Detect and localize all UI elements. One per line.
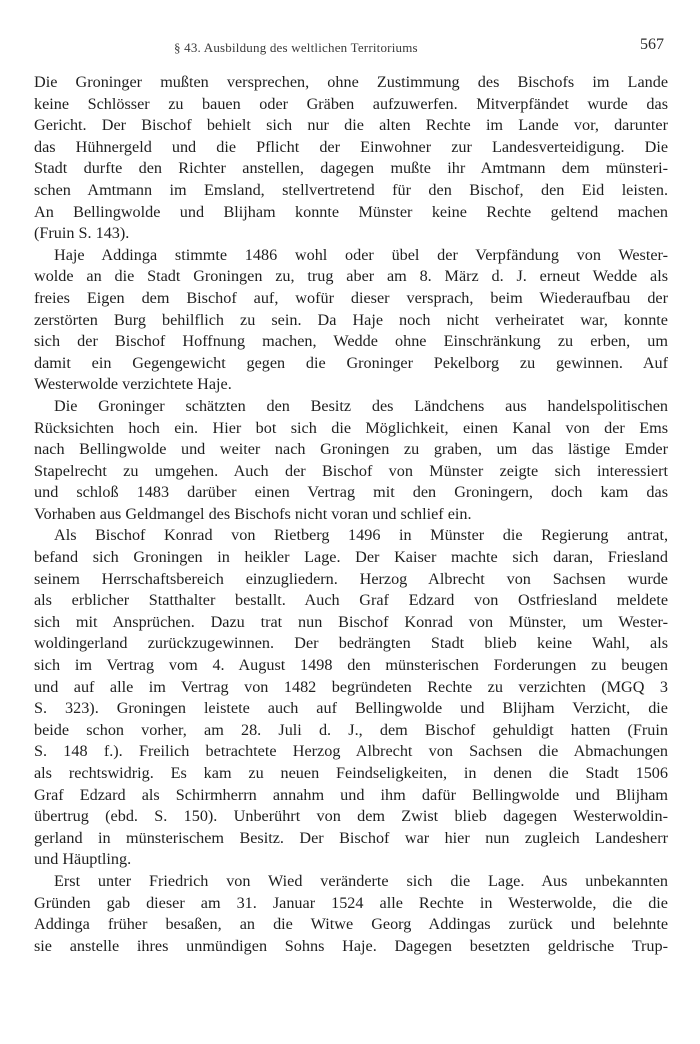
text-line: beide schon vorher, am 28. Juli d. J., dem Bischof gehuldigt hatten (Fruin bbox=[34, 720, 668, 739]
text-line: (Fruin S. 143). bbox=[34, 224, 130, 243]
text-line: zerstörten Burg behilflich zu sein. Da Haje noch nicht verheiratet war, konnte bbox=[34, 310, 668, 329]
text-line: Die Groninger schätzten den Besitz des Ländchens aus handelspolitischen bbox=[54, 396, 668, 415]
text-line: sich der Bischof Hoffnung machen, Wedde ohne Einschränkung zu erben, um bbox=[34, 332, 668, 351]
body-text bbox=[34, 72, 668, 957]
text-line: und auf alle im Vertrag von 1482 begründeten Rechte zu verzichten (MGQ 3 bbox=[34, 677, 668, 696]
text-line: Stapelrecht zu umgehen. Auch der Bischof von Münster zeigte sich interessiert bbox=[34, 461, 668, 480]
text-line: sich im Vertrag vom 4. August 1498 den münsterischen Forderungen zu beugen bbox=[34, 656, 668, 675]
text-line: als erblicher Statthalter bestallt. Auch Graf Edzard von Ostfriesland meldete bbox=[34, 591, 668, 610]
text-line: woldingerland zurückzugewinnen. Der bedrängten Stadt blieb keine Wahl, als bbox=[34, 634, 668, 653]
text-line: und schloß 1483 darüber einen Vertrag mit den Groningern, doch kam das bbox=[34, 483, 668, 502]
text-line: Stadt durfte den Richter anstellen, dagegen mußte ihr Amtmann dem münsteri- bbox=[34, 159, 668, 178]
text-line: Vorhaben aus Geldmangel des Bischofs nicht voran und schlief ein. bbox=[34, 504, 472, 523]
text-line: S. 148 f.). Freilich betrachtete Herzog Albrecht von Sachsen die Abmachungen bbox=[34, 742, 668, 761]
page-number: 567 bbox=[640, 36, 664, 53]
text-line: Gründen gab dieser am 31. Januar 1524 alle Rechte in Westerwolde, die die bbox=[34, 893, 668, 912]
text-line: seinem Herrschaftsbereich einzugliedern. Herzog Albrecht von Sachsen wurde bbox=[34, 569, 668, 588]
text-line: und Häuptling. bbox=[34, 850, 132, 869]
text-line: schen Amtmann im Emsland, stellvertretend für den Bischof, den Eid leisten. bbox=[34, 180, 668, 199]
text-line: keine Schlösser zu bauen oder Gräben aufzuwerfen. Mitverpfändet wurde das bbox=[34, 94, 668, 113]
text-line: damit ein Gegengewicht gegen die Groninger Pekelborg zu gewinnen. Auf bbox=[34, 353, 668, 372]
text-line: Gericht. Der Bischof behielt sich nur die alten Rechte im Lande vor, darunter bbox=[34, 116, 668, 135]
text-line: Haje Addinga stimmte 1486 wohl oder übel der Verpfändung von Wester- bbox=[54, 245, 668, 264]
text-line: Westerwolde verzichtete Haje. bbox=[34, 375, 232, 394]
running-title: § 43. Ausbildung des weltlichen Territoriums bbox=[174, 40, 418, 55]
text-line: gerland in münsterischem Besitz. Der Bischof war hier nun zugleich Landesherr bbox=[34, 828, 668, 847]
text-line: Erst unter Friedrich von Wied veränderte sich die Lage. Aus unbekannten bbox=[54, 871, 668, 890]
text-line: als rechtswidrig. Es kam zu neuen Feindseligkeiten, in denen die Stadt 1506 bbox=[34, 764, 668, 782]
text-line: Addinga früher besaßen, an die Witwe Georg Addingas zurück und belehnte bbox=[34, 915, 668, 934]
running-head bbox=[34, 36, 668, 60]
text-line: sie anstelle ihres unmündigen Sohns Haje. Dagegen besetzten geldrische Trup- bbox=[34, 936, 668, 955]
book-page bbox=[34, 36, 668, 957]
text-line: wolde an die Stadt Groningen zu, trug aber am 8. März d. J. erneut Wedde als bbox=[34, 267, 668, 286]
text-line: nach Bellingwolde und weiter nach Groningen zu graben, um das lästige Emder bbox=[34, 440, 668, 459]
text-line: Rücksichten hoch ein. Hier bot sich die Möglichkeit, einen Kanal von der Ems bbox=[34, 418, 668, 437]
text-line: das Hühnergeld und die Pflicht der Einwohner zur Landesverteidigung. Die bbox=[34, 137, 668, 156]
text-line: sich mit Ansprüchen. Dazu trat nun Bischof Konrad von Münster, um Wester- bbox=[34, 612, 668, 631]
text-line: befand sich Groningen in heikler Lage. Der Kaiser machte sich daran, Friesland bbox=[34, 548, 668, 567]
text-line: freies Eigen dem Bischof auf, wofür dieser versprach, beim Wiederaufbau der bbox=[34, 288, 668, 307]
text-line: Graf Edzard als Schirmherrn annahm und ihm dafür Bellingwolde und Blijham bbox=[34, 785, 668, 804]
text-line: S. 323). Groningen leistete auch auf Bellingwolde und Blijham Verzicht, die bbox=[34, 699, 668, 718]
text-line: Als Bischof Konrad von Rietberg 1496 in Münster die Regierung antrat, bbox=[54, 526, 668, 545]
text-line: übertrug (ebd. S. 150). Unberührt von dem Zwist blieb dagegen Westerwoldin- bbox=[34, 807, 668, 826]
text-line: An Bellingwolde und Blijham konnte Münster keine Rechte geltend machen bbox=[34, 202, 668, 221]
text-line: Die Groninger mußten versprechen, ohne Zustimmung des Bischofs im Lande bbox=[34, 73, 668, 91]
